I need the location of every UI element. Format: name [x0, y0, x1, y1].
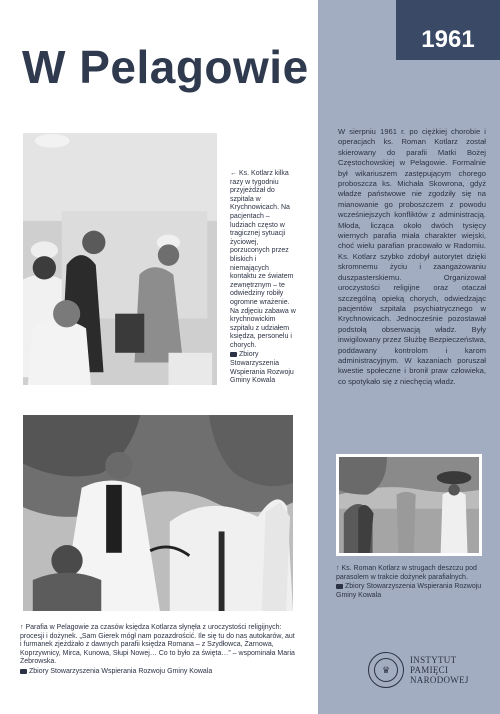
bottom-caption-source: Zbiory Stowarzyszenia Wspierania Rozwoju Gminy Kowala — [29, 667, 213, 675]
page-title: W Pelagowie — [22, 41, 309, 93]
photo-horse-procession-image — [23, 415, 293, 611]
ipn-logo — [368, 652, 469, 688]
camera-icon — [230, 352, 237, 357]
bottom-caption — [20, 624, 296, 677]
up-arrow-icon: ↑ — [20, 624, 24, 631]
left-arrow-icon: ← — [230, 170, 237, 177]
photo-umbrella-caption-text: Ks. Roman Kotlarz w strugach deszczu pod parasolem w trakcie dożynek parafialnych. — [336, 565, 477, 581]
photo-umbrella-source: Zbiory Stowarzyszenia Wspierania Rozwoju Gminy Kowala — [336, 583, 482, 599]
photo-hospital-source: Zbiory Stowarzyszenia Wspierania Rozwoju Gminy Kowala — [230, 351, 294, 385]
ipn-line-2: PAMIĘCI — [410, 665, 449, 675]
camera-icon — [20, 669, 27, 674]
year-badge — [396, 0, 500, 60]
year-text: 1961 — [421, 26, 475, 53]
photo-hospital-visit-image — [23, 133, 217, 385]
ipn-line-3: NARODOWEJ — [410, 675, 469, 685]
up-arrow-icon: ↑ — [336, 565, 340, 572]
main-body-text: W sierpniu 1961 r. po ciężkiej chorobie i operacjach ks. Roman Kotlarz został skierowany do parafii Matki Bożej Częstochowskiej w Pelagowie. Formalnie był wikariuszem zastępującym chorego proboszcza ks. Michała Skowrona, gdyż władze państwowe nie zgodziły się na mianowanie go proboszczem z powodu wcześniejszych konfliktów z administracją. Młoda, licząca około dwóch tysięcy wiernych parafia miała charakter wiejski, choć wielu parafian pracowało w Radomiu. Ks. Kotlarz szybko zdobył autorytet dzięki skromnemu życiu i zaangażowaniu duszpasterskiemu. Organizował uroczystości religijne oraz otaczał szczególną opieką chorych, odwiedzając pacjentów szpitala psychiatrycznego w Krychnowicach. Jednocześnie pozostawał podstołą obserwacją władz. Były inwigilowany przez Służbę Bezpieczeństwa, poddawany kontrolom i karom administracyjnym. W kazaniach poruszał kwestie społeczne i bronił praw człowieka, co spotykało się z niechęcią władz. — [338, 127, 486, 386]
photo-hospital-visit — [20, 130, 220, 388]
ipn-logo-text — [410, 655, 469, 685]
photo-hospital-caption — [230, 170, 296, 386]
photo-umbrella-harvest-image — [339, 457, 479, 553]
photo-umbrella-caption — [336, 565, 486, 600]
camera-icon — [336, 584, 343, 589]
bottom-caption-text: Parafia w Pelagowie za czasów księdza Kotlarza słynęła z uroczystości religijnych: procesji i dożynek. „Sam Gierek mógł nam pozazdrościć. Ile się tu do nas autokarów, aut i furmanek zjeżdżało z dawnych parafii księdza Romana – z Szydłowca, Żarnowa, Koprzywnicy, Mirca, Kunowa, Słupi Nowej… Co to było za święta…” – wspominała Maria Żebrowska. — [20, 624, 295, 666]
ipn-seal-icon — [368, 652, 404, 688]
photo-horse-procession — [20, 412, 296, 614]
photo-umbrella-harvest — [336, 454, 482, 556]
photo-hospital-caption-text: Ks. Kotlarz kilka razy w tygodniu przyjeżdżał do szpitala w Krychnowicach. Na pacjentach – ludziach często w tragicznej sytuacji życiowej, porzuconych przez bliskich i niemających kontaktu ze światem zewnętrznym – te odwiedziny robiły ogromne wrażenie. Na zdjęciu zabawa w krychnowickim szpitalu z udziałem księdza, personelu i chorych. — [230, 170, 296, 349]
ipn-line-1: INSTYTUT — [410, 655, 457, 665]
eagle-icon: ♛ — [374, 658, 398, 682]
